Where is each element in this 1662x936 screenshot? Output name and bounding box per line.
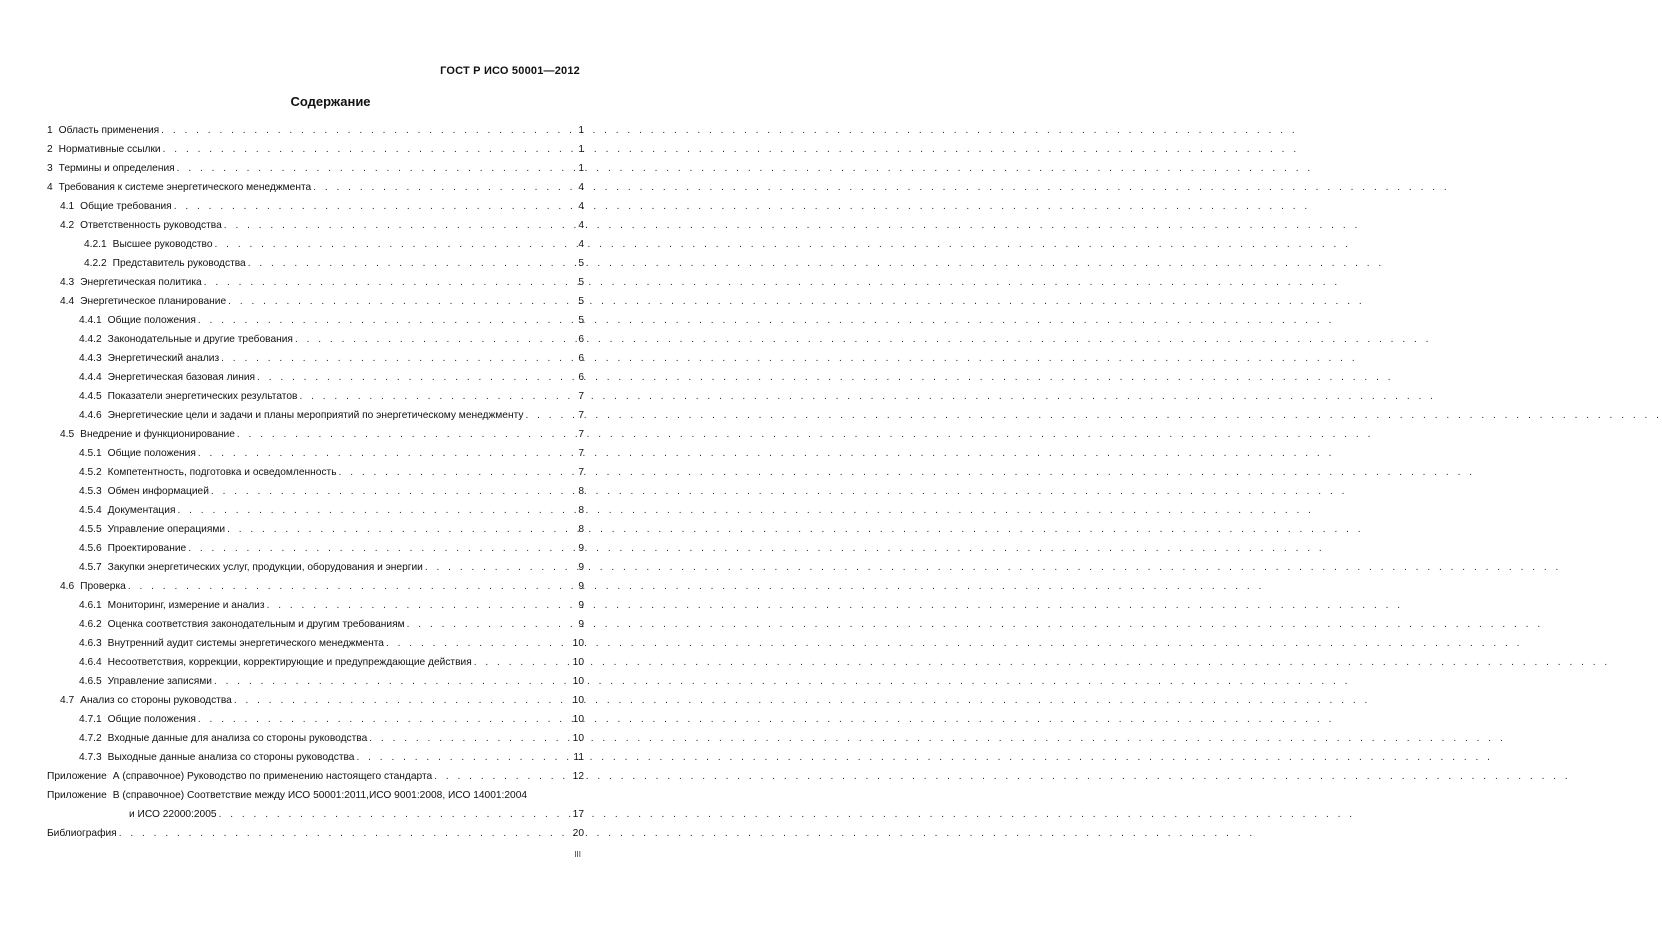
toc-entry-label	[47, 162, 177, 176]
toc-entry-page: 9	[578, 600, 584, 611]
toc-entry-page: 10	[572, 714, 584, 725]
toc-entry[interactable]	[60, 580, 584, 594]
toc-leader-dots	[161, 124, 575, 138]
toc-entry-title: Общие положения	[107, 714, 196, 725]
toc-entry-title: Область применения	[58, 125, 160, 136]
toc-entry-title: Общие положения	[107, 315, 196, 326]
toc-leader-dots	[163, 143, 576, 157]
toc-entry-title: Анализ со стороны руководства	[80, 695, 232, 706]
toc-entry-page: 11	[573, 752, 584, 763]
toc-entry[interactable]	[47, 124, 584, 138]
toc-entry-label	[79, 390, 299, 404]
toc-entry-label	[79, 523, 227, 537]
toc-entry-number: 4.2.1	[84, 239, 107, 250]
toc-entry-page: 7	[578, 391, 584, 402]
toc-leader-dots	[339, 466, 576, 480]
toc-entry[interactable]	[47, 789, 584, 803]
toc-leader-dots	[198, 447, 575, 461]
toc-entry-number: 4.7.1	[79, 714, 102, 725]
toc-entry-title: Входные данные для анализа со стороны руководства	[107, 733, 368, 744]
toc-entry-number: 4.6.2	[79, 619, 102, 630]
toc-entry[interactable]	[79, 504, 584, 518]
toc-entry[interactable]	[79, 656, 584, 670]
toc-entry-number: 3	[47, 163, 53, 174]
toc-entry-label	[60, 276, 204, 290]
toc-entry-number: 4.4.6	[79, 410, 102, 421]
toc-leader-dots	[204, 276, 576, 290]
toc-entry-title: и ИСО 22000:2005	[129, 809, 217, 820]
toc-entry-page: 4	[578, 220, 584, 231]
toc-entry-page: 10	[572, 695, 584, 706]
toc-entry-title: Нормативные ссылки	[58, 144, 161, 155]
toc-entry-title: Представитель руководства	[112, 258, 246, 269]
toc-entry-label	[79, 314, 198, 328]
toc-entry[interactable]	[60, 276, 584, 290]
toc-entry-number: 4.5	[60, 429, 75, 440]
toc-leader-dots	[267, 599, 576, 613]
toc-entry-page: 5	[578, 277, 584, 288]
toc-leader-dots	[407, 618, 576, 632]
toc-entry-label	[60, 295, 228, 309]
toc-entry[interactable]	[79, 447, 584, 461]
toc-leader-dots	[198, 314, 575, 328]
toc-leader-dots	[128, 580, 576, 594]
toc-leader-dots	[198, 713, 570, 727]
toc-entry-title: Ответственность руководства	[80, 220, 222, 231]
toc-entry-page: 5	[578, 315, 584, 326]
toc-leader-dots	[234, 694, 570, 708]
toc-entry-title: В (справочное) Соответствие между ИСО 50001:2011,ИСО 9001:2008, ИСО 14001:2004	[112, 790, 528, 801]
toc-entry-label	[79, 504, 177, 518]
toc-entry-number: 4.1	[60, 201, 75, 212]
toc-entry-number: 2	[47, 144, 53, 155]
toc-entry-number: 4.6.1	[79, 600, 102, 611]
toc-entry[interactable]	[84, 238, 584, 252]
toc-entry[interactable]	[60, 428, 584, 442]
toc-entry-page: 8	[578, 486, 584, 497]
toc-entry-title: Обмен информацией	[107, 486, 209, 497]
toc-entry-title: Энергетический анализ	[107, 353, 220, 364]
toc-entry-number: 4.3	[60, 277, 75, 288]
toc-entry-page: 10	[572, 676, 584, 687]
toc-entry-page: 10	[572, 638, 584, 649]
toc-leader-dots	[215, 238, 576, 252]
toc-leader-dots	[227, 523, 575, 537]
toc-entry[interactable]	[47, 770, 584, 784]
toc-entry-title: Общие положения	[107, 448, 196, 459]
toc-entry-number: 4.6.5	[79, 676, 102, 687]
toc-entry-page: 9	[578, 562, 584, 573]
toc-entry-title: Высшее руководство	[112, 239, 213, 250]
toc-entry-title: Термины и определения	[58, 163, 175, 174]
toc-entry-title: Энергетическая базовая линия	[107, 372, 256, 383]
toc-entry-label	[79, 656, 474, 670]
toc-entry-label	[47, 124, 161, 138]
toc-entry-number: Приложение	[47, 790, 107, 801]
toc-entry-label	[79, 371, 257, 385]
toc-entry-page: 8	[578, 524, 584, 535]
toc-entry-label	[60, 428, 237, 442]
toc-leader-dots	[369, 732, 569, 746]
toc-entry-label	[79, 675, 214, 689]
toc-leader-dots	[313, 181, 575, 195]
toc-entry[interactable]	[60, 200, 584, 214]
toc-leader-dots	[221, 352, 575, 366]
toc-entry-label	[79, 751, 356, 765]
toc-entry-page: 4	[578, 201, 584, 212]
toc-entry[interactable]	[79, 618, 584, 632]
toc-entry-label	[79, 333, 295, 347]
toc-entry-number: 4.2	[60, 220, 75, 231]
toc-entry-label	[47, 770, 434, 784]
toc-entry-number: 4.5.6	[79, 543, 102, 554]
toc-leader-dots	[219, 808, 570, 822]
toc-entry-label	[79, 409, 525, 423]
toc-entry-page: 5	[578, 296, 584, 307]
toc-entry-label	[79, 713, 198, 727]
toc-entry-label	[47, 827, 119, 841]
toc-entry[interactable]	[79, 599, 584, 613]
toc-entry-label	[47, 789, 529, 803]
toc-entry-number: 4.6.4	[79, 657, 102, 668]
toc-leader-dots	[434, 770, 569, 784]
toc-entry-label	[79, 637, 386, 651]
toc-entry[interactable]	[60, 295, 584, 309]
toc-entry-title: А (справочное) Руководство по применению настоящего стандарта	[112, 771, 433, 782]
toc-entry-title: Управление операциями	[107, 524, 226, 535]
toc-entry[interactable]	[79, 675, 584, 689]
toc-entry-label	[79, 561, 425, 575]
toc-entry-page: 20	[572, 828, 584, 839]
toc-entry-page: 7	[578, 448, 584, 459]
toc-leader-dots	[356, 751, 570, 765]
toc-entry-label	[47, 143, 163, 157]
toc-entry-page: 6	[578, 353, 584, 364]
toc-entry[interactable]	[129, 808, 584, 822]
toc-leader-dots	[386, 637, 570, 651]
toc-entry-title: Закупки энергетических услуг, продукции, оборудования и энергии	[107, 562, 423, 573]
toc-entry[interactable]	[79, 542, 584, 556]
page-title: Содержание	[290, 94, 371, 109]
toc-entry[interactable]	[79, 352, 584, 366]
toc-entry-label	[60, 694, 234, 708]
toc-entry[interactable]	[79, 371, 584, 385]
toc-entry[interactable]	[84, 257, 584, 271]
toc-entry-number: 4.4.4	[79, 372, 102, 383]
toc-entry-number: 4.4.5	[79, 391, 102, 402]
toc-entry[interactable]	[79, 732, 584, 746]
toc-entry-page: 17	[572, 809, 584, 820]
toc-entry[interactable]	[79, 713, 584, 727]
toc-entry-title: Энергетическое планирование	[80, 296, 227, 307]
toc-leader-dots	[177, 162, 576, 176]
toc-entry-number: 4.4.2	[79, 334, 102, 345]
toc-entry-label	[79, 485, 211, 499]
toc-entry-label	[79, 618, 407, 632]
toc-entry-number: 4.7	[60, 695, 75, 706]
toc-entry[interactable]	[47, 827, 584, 841]
toc-entry-number: 4.5.2	[79, 467, 102, 478]
toc-entry-number: 4.5.3	[79, 486, 102, 497]
toc-leader-dots	[425, 561, 575, 575]
toc-entry-number: 4.5.7	[79, 562, 102, 573]
toc-entry[interactable]	[79, 314, 584, 328]
toc-leader-dots	[257, 371, 575, 385]
toc-entry-page: 6	[578, 334, 584, 345]
toc-entry[interactable]	[60, 694, 584, 708]
toc-entry-label	[79, 599, 267, 613]
toc-entry-label	[79, 447, 198, 461]
toc-leader-dots	[295, 333, 575, 347]
toc-entry-number: 4.5.5	[79, 524, 102, 535]
toc-entry-title: Документация	[107, 505, 176, 516]
toc-entry-page: 6	[578, 372, 584, 383]
toc-entry[interactable]	[79, 637, 584, 651]
toc-entry-number: 4.7.3	[79, 752, 102, 763]
toc-entry-label	[47, 181, 313, 195]
page-number: III	[574, 850, 581, 859]
toc-entry-page: 4	[578, 182, 584, 193]
toc-entry-title: Проектирование	[107, 543, 187, 554]
toc-entry-number: 4	[47, 182, 53, 193]
toc-entry-page: 4	[578, 239, 584, 250]
toc-leader-dots	[299, 390, 575, 404]
toc-entry[interactable]	[79, 333, 584, 347]
toc-entry-page: 7	[578, 429, 584, 440]
toc-entry[interactable]	[47, 143, 584, 157]
toc-entry[interactable]	[79, 409, 584, 423]
toc-entry-title: Законодательные и другие требования	[107, 334, 293, 345]
toc-entry-page: 1	[578, 144, 584, 155]
toc-leader-dots	[248, 257, 576, 271]
toc-entry-label	[79, 352, 221, 366]
toc-entry[interactable]	[60, 219, 584, 233]
toc-entry-title: Компетентность, подготовка и осведомленность	[107, 467, 337, 478]
toc-entry-title: Библиография	[47, 828, 117, 839]
document-header-id: ГОСТ Р ИСО 50001—2012	[440, 65, 580, 77]
toc-entry-page: 9	[578, 543, 584, 554]
toc-entry-page: 7	[578, 410, 584, 421]
toc-entry-page: 1	[578, 125, 584, 136]
toc-entry-label	[60, 219, 224, 233]
toc-leader-dots	[237, 428, 575, 442]
toc-entry-title: Показатели энергетических результатов	[107, 391, 298, 402]
toc-entry-title: Управление записями	[107, 676, 212, 687]
toc-entry-title: Энергетическая политика	[80, 277, 202, 288]
toc-entry[interactable]	[79, 751, 584, 765]
toc-entry-page: 1	[578, 163, 584, 174]
toc-entry-title: Внедрение и функционирование	[80, 429, 235, 440]
toc-entry-number: 4.6	[60, 581, 75, 592]
toc-entry-label	[84, 257, 248, 271]
toc-leader-dots	[177, 504, 575, 518]
toc-entry[interactable]	[79, 390, 584, 404]
toc-leader-dots	[214, 675, 570, 689]
toc-entry-title: Проверка	[80, 581, 126, 592]
toc-entry-title: Мониторинг, измерение и анализ	[107, 600, 265, 611]
toc-entry-number: 4.4.3	[79, 353, 102, 364]
toc-leader-dots	[474, 656, 570, 670]
toc-entry-page: 10	[572, 733, 584, 744]
toc-entry-label	[60, 580, 128, 594]
toc-entry[interactable]	[79, 466, 584, 480]
toc-entry-label	[79, 542, 188, 556]
toc-entry-label	[129, 808, 219, 822]
toc-entry-page: 9	[578, 619, 584, 630]
toc-entry[interactable]	[79, 485, 584, 499]
toc-entry-page: 5	[578, 258, 584, 269]
toc-entry-page: 8	[578, 505, 584, 516]
toc-entry-page: 9	[578, 581, 584, 592]
toc-entry[interactable]	[79, 561, 584, 575]
toc-entry-number: 4.6.3	[79, 638, 102, 649]
toc-entry-page: 12	[572, 771, 584, 782]
toc-entry-number: Приложение	[47, 771, 107, 782]
toc-entry-number: 4.5.4	[79, 505, 102, 516]
toc-entry-page: 10	[572, 657, 584, 668]
toc-entry-title: Внутренний аудит системы энергетического менеджмента	[107, 638, 384, 649]
toc-entry-label	[79, 732, 369, 746]
toc-entry-page: 7	[578, 467, 584, 478]
toc-leader-dots	[174, 200, 576, 214]
toc-entry-label	[60, 200, 174, 214]
toc-leader-dots	[119, 827, 570, 841]
toc-entry[interactable]	[47, 162, 584, 176]
toc-leader-dots	[525, 409, 575, 423]
toc-leader-dots	[224, 219, 576, 233]
toc-entry-title: Требования к системе энергетического менеджмента	[58, 182, 312, 193]
toc-entry-number: 4.5.1	[79, 448, 102, 459]
toc-entry[interactable]	[47, 181, 584, 195]
toc-entry-title: Несоответствия, коррекции, корректирующие и предупреждающие действия	[107, 657, 472, 668]
toc-entry-title: Энергетические цели и задачи и планы мероприятий по энергетическому менеджменту	[107, 410, 524, 421]
toc-entry[interactable]	[79, 523, 584, 537]
toc-entry-number: 1	[47, 125, 53, 136]
toc-entry-number: 4.4	[60, 296, 75, 307]
toc-entry-number: 4.7.2	[79, 733, 102, 744]
toc-leader-dots	[228, 295, 575, 309]
toc-leader-dots	[211, 485, 575, 499]
toc-entry-label	[79, 466, 339, 480]
toc-entry-label	[84, 238, 215, 252]
toc-entry-number: 4.2.2	[84, 258, 107, 269]
toc-leader-dots	[188, 542, 575, 556]
toc-entry-title: Выходные данные анализа со стороны руководства	[107, 752, 355, 763]
toc-entry-title: Оценка соответствия законодательным и другим требованиям	[107, 619, 405, 630]
toc-entry-title: Общие требования	[80, 201, 172, 212]
toc-entry-number: 4.4.1	[79, 315, 102, 326]
